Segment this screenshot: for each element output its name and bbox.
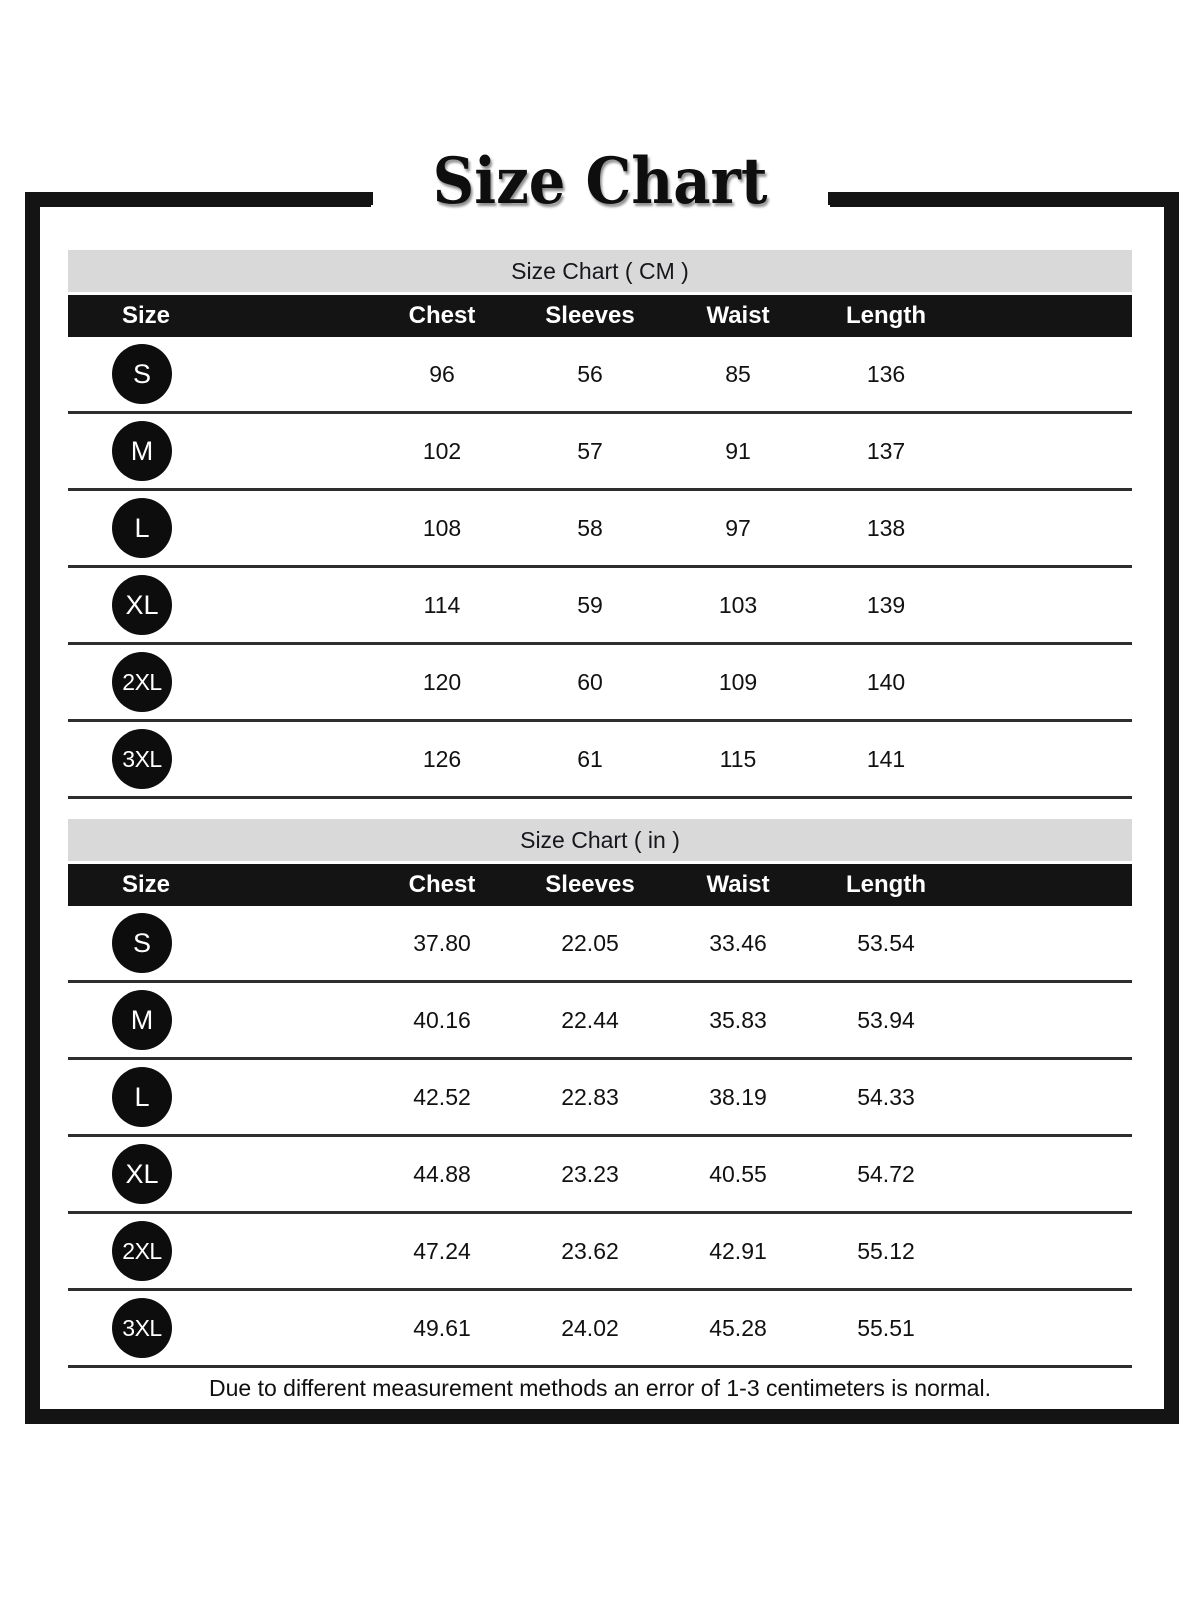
size-badge-cell	[68, 1067, 368, 1127]
cell-sleeves: 23.62	[561, 1237, 619, 1264]
cell-waist: 33.46	[709, 929, 767, 956]
table-row	[68, 568, 1132, 645]
table-caption-cm: Size Chart ( CM )	[68, 250, 1132, 292]
size-badge-cell	[68, 1144, 368, 1204]
column-header-sleeves: Sleeves	[545, 302, 635, 329]
size-badge-cell	[68, 344, 368, 404]
cell-length: 54.33	[857, 1083, 915, 1110]
size-badge-cell	[68, 652, 368, 712]
cell-length: 141	[866, 745, 906, 772]
column-header-waist: Waist	[706, 302, 770, 329]
cell-sleeves: 22.44	[561, 1006, 619, 1033]
size-badge: 2XL	[112, 1221, 172, 1281]
cell-length: 53.54	[857, 929, 915, 956]
cell-sleeves: 59	[577, 591, 603, 618]
table-header-row-cm	[68, 295, 1132, 337]
cell-length: 53.94	[857, 1006, 915, 1033]
cell-waist: 38.19	[709, 1083, 767, 1110]
cell-chest: 108	[422, 514, 462, 541]
page-title-wrap	[0, 146, 1200, 218]
frame-border-bottom	[25, 1411, 1179, 1424]
size-badge: L	[112, 1067, 172, 1127]
cell-chest: 102	[422, 437, 462, 464]
cell-sleeves: 58	[577, 514, 603, 541]
frame-border-left	[25, 192, 38, 1424]
cell-length: 137	[866, 437, 906, 464]
cell-length: 54.72	[857, 1160, 915, 1187]
size-badge-cell	[68, 575, 368, 635]
size-badge: XL	[112, 575, 172, 635]
cell-sleeves: 22.05	[561, 929, 619, 956]
table-row	[68, 983, 1132, 1060]
table-row	[68, 1291, 1132, 1368]
cell-length: 55.12	[857, 1237, 915, 1264]
cell-waist: 103	[718, 591, 758, 618]
table-header-row-in	[68, 864, 1132, 906]
size-badge: M	[112, 421, 172, 481]
column-header-waist: Waist	[706, 871, 770, 898]
column-header-chest: Chest	[408, 871, 476, 898]
size-badge: S	[112, 344, 172, 404]
table-row	[68, 337, 1132, 414]
table-row	[68, 645, 1132, 722]
cell-length: 136	[866, 360, 906, 387]
column-header-size: Size	[122, 871, 171, 898]
cell-sleeves: 24.02	[561, 1314, 619, 1341]
table-row	[68, 906, 1132, 983]
cell-sleeves: 60	[577, 668, 603, 695]
table-row	[68, 414, 1132, 491]
cell-waist: 115	[719, 745, 757, 772]
cell-sleeves: 61	[577, 745, 603, 772]
size-badge-cell	[68, 421, 368, 481]
cell-waist: 40.55	[709, 1160, 767, 1187]
size-badge-cell	[68, 498, 368, 558]
note-wrap	[68, 1366, 1132, 1411]
cell-waist: 91	[725, 437, 751, 464]
cell-sleeves: 22.83	[561, 1083, 619, 1110]
cell-chest: 126	[422, 745, 462, 772]
cell-sleeves: 23.23	[561, 1160, 619, 1187]
table-row	[68, 491, 1132, 568]
table-row	[68, 1060, 1132, 1137]
table-rows-in	[68, 906, 1132, 1368]
column-header-chest: Chest	[408, 302, 476, 329]
table-row	[68, 1214, 1132, 1291]
size-badge: M	[112, 990, 172, 1050]
size-badge-cell	[68, 990, 368, 1050]
size-badge-cell	[68, 1298, 368, 1358]
cell-chest: 40.16	[413, 1006, 471, 1033]
cell-chest: 42.52	[413, 1083, 471, 1110]
cell-waist: 35.83	[709, 1006, 767, 1033]
size-badge: 2XL	[112, 652, 172, 712]
cell-waist: 109	[718, 668, 758, 695]
size-badge: 3XL	[112, 729, 172, 789]
measurement-note: Due to different measurement methods an error of 1-3 centimeters is normal.	[209, 1375, 991, 1401]
column-header-sleeves: Sleeves	[545, 871, 635, 898]
column-header-length: Length	[846, 302, 926, 329]
cell-waist: 97	[725, 514, 751, 541]
cell-sleeves: 56	[577, 360, 603, 387]
table-row	[68, 722, 1132, 799]
size-badge: L	[112, 498, 172, 558]
size-badge: 3XL	[112, 1298, 172, 1358]
frame-border-right	[1166, 192, 1179, 1424]
cell-length: 55.51	[857, 1314, 915, 1341]
cell-waist: 85	[725, 360, 751, 387]
size-badge: XL	[112, 1144, 172, 1204]
page-title: Size Chart	[432, 144, 768, 219]
cell-chest: 44.88	[413, 1160, 471, 1187]
table-caption-in: Size Chart ( in )	[68, 819, 1132, 861]
cell-chest: 96	[429, 360, 455, 387]
cell-chest: 120	[422, 668, 462, 695]
cell-length: 140	[866, 668, 906, 695]
cell-chest: 37.80	[413, 929, 471, 956]
cell-sleeves: 57	[577, 437, 603, 464]
cell-chest: 47.24	[413, 1237, 471, 1264]
table-row	[68, 1137, 1132, 1214]
column-header-size: Size	[122, 302, 171, 329]
size-badge-cell	[68, 1221, 368, 1281]
cell-length: 138	[866, 514, 906, 541]
size-badge-cell	[68, 729, 368, 789]
title-divider-bar-right	[828, 192, 1179, 205]
cell-waist: 45.28	[709, 1314, 767, 1341]
cell-chest: 114	[423, 591, 461, 618]
column-header-length: Length	[846, 871, 926, 898]
table-rows-cm	[68, 337, 1132, 799]
size-table-in	[68, 819, 1132, 1368]
size-badge: S	[112, 913, 172, 973]
title-divider-bar-left	[25, 192, 373, 205]
size-table-cm	[68, 250, 1132, 799]
cell-length: 139	[866, 591, 906, 618]
size-badge-cell	[68, 913, 368, 973]
cell-waist: 42.91	[709, 1237, 767, 1264]
cell-chest: 49.61	[413, 1314, 471, 1341]
